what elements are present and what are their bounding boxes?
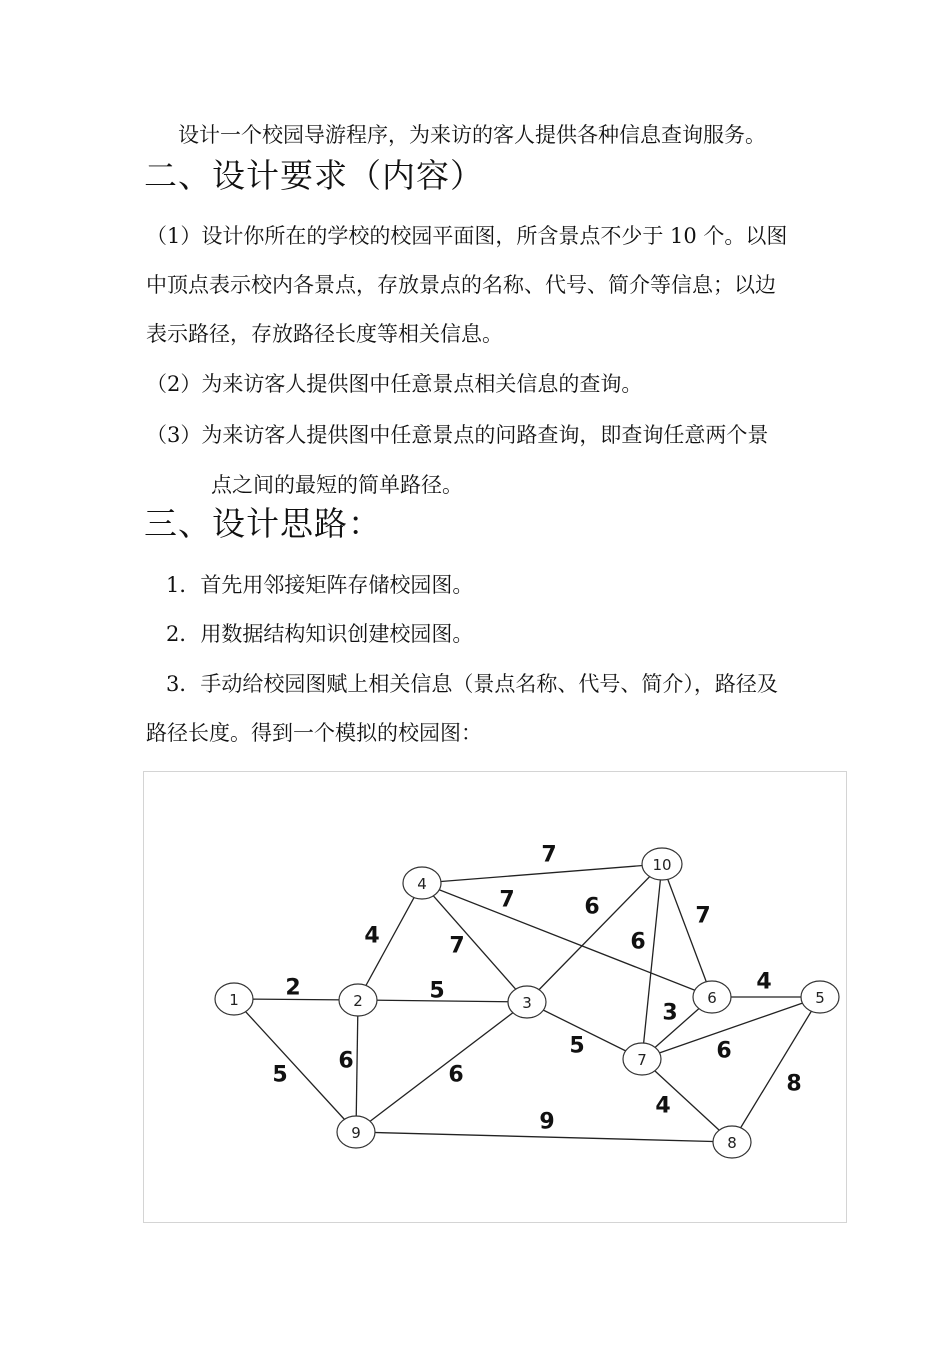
graph-edge-4-6 [422, 883, 712, 997]
graph-node-label-9: 9 [351, 1124, 361, 1142]
edge-weight-5-8: 8 [786, 1071, 802, 1097]
edge-weight-6-5: 4 [756, 969, 772, 995]
graph-edge-10-6 [662, 864, 712, 997]
graph-node-label-4: 4 [417, 875, 427, 893]
graph-node-label-8: 8 [727, 1134, 737, 1152]
edge-weight-9-8: 9 [539, 1109, 555, 1135]
graph-node-label-6: 6 [707, 989, 717, 1007]
section2-heading: 二、设计要求（内容） [144, 156, 484, 195]
graph-node-label-2: 2 [353, 992, 363, 1010]
graph-edge-5-8 [732, 997, 820, 1142]
edge-weight-7-5: 6 [716, 1038, 732, 1064]
graph-edge-3-9 [356, 1002, 527, 1132]
edge-weight-3-10: 6 [584, 894, 600, 920]
graph-node-10 [642, 848, 682, 880]
edge-weight-4-10: 7 [541, 842, 557, 868]
edge-weight-10-6: 7 [695, 903, 711, 929]
graph-node-label-3: 3 [522, 994, 532, 1012]
edge-weight-2-9: 6 [338, 1048, 354, 1074]
edge-weight-10-7: 6 [630, 929, 646, 955]
edge-weight-7-8: 4 [655, 1093, 671, 1119]
design-step-3-line-2: 路径长度。得到一个模拟的校园图： [146, 721, 482, 745]
design-step-3-line-1: 3．手动给校园图赋上相关信息（景点名称、代号、简介），路径及 [166, 672, 778, 696]
requirement-3-line-2: 点之间的最短的简单路径。 [211, 473, 463, 497]
graph-edge-2-9 [356, 1000, 358, 1132]
graph-node-5 [801, 981, 839, 1013]
campus-graph-figure [143, 771, 847, 1223]
graph-node-3 [508, 986, 546, 1018]
edge-weight-3-7: 5 [569, 1033, 585, 1059]
graph-node-label-1: 1 [229, 991, 239, 1009]
graph-node-label-5: 5 [815, 989, 825, 1007]
requirement-3-line-1: （3）为来访客人提供图中任意景点的问路查询，即查询任意两个景 [146, 423, 769, 447]
graph-edge-10-7 [642, 864, 662, 1059]
graph-node-4 [403, 867, 441, 899]
requirement-1-line-2: 中顶点表示校内各景点，存放景点的名称、代号、简介等信息；以边 [146, 273, 776, 297]
edge-weight-2-3: 5 [429, 978, 445, 1004]
graph-node-2 [339, 984, 377, 1016]
intro-text: 设计一个校园导游程序，为来访的客人提供各种信息查询服务。 [178, 123, 766, 147]
requirement-2: （2）为来访客人提供图中任意景点相关信息的查询。 [146, 372, 643, 396]
design-step-2: 2．用数据结构知识创建校园图。 [166, 622, 474, 646]
edge-weight-4-6: 7 [499, 887, 515, 913]
graph-node-6 [693, 981, 731, 1013]
graph-node-9 [337, 1116, 375, 1148]
section3-heading: 三、设计思路： [144, 504, 382, 543]
graph-node-7 [623, 1043, 661, 1075]
design-step-1: 1．首先用邻接矩阵存储校园图。 [166, 573, 474, 597]
edge-weight-1-9: 5 [272, 1062, 288, 1088]
edge-weight-3-9: 6 [448, 1062, 464, 1088]
edge-weight-4-3: 7 [449, 933, 465, 959]
requirement-1-line-3: 表示路径，存放路径长度等相关信息。 [146, 322, 503, 346]
edge-weight-6-7: 3 [662, 1000, 678, 1026]
graph-node-label-7: 7 [637, 1051, 647, 1069]
graph-node-1 [215, 983, 253, 1015]
edge-weight-2-4: 4 [364, 923, 380, 949]
campus-graph [1, 1, 950, 1345]
requirement-1-line-1: （1）设计你所在的学校的校园平面图，所含景点不少于 10 个。以图 [146, 224, 788, 248]
graph-node-label-10: 10 [652, 856, 672, 874]
edge-weight-1-2: 2 [285, 975, 301, 1001]
graph-node-8 [713, 1126, 751, 1158]
